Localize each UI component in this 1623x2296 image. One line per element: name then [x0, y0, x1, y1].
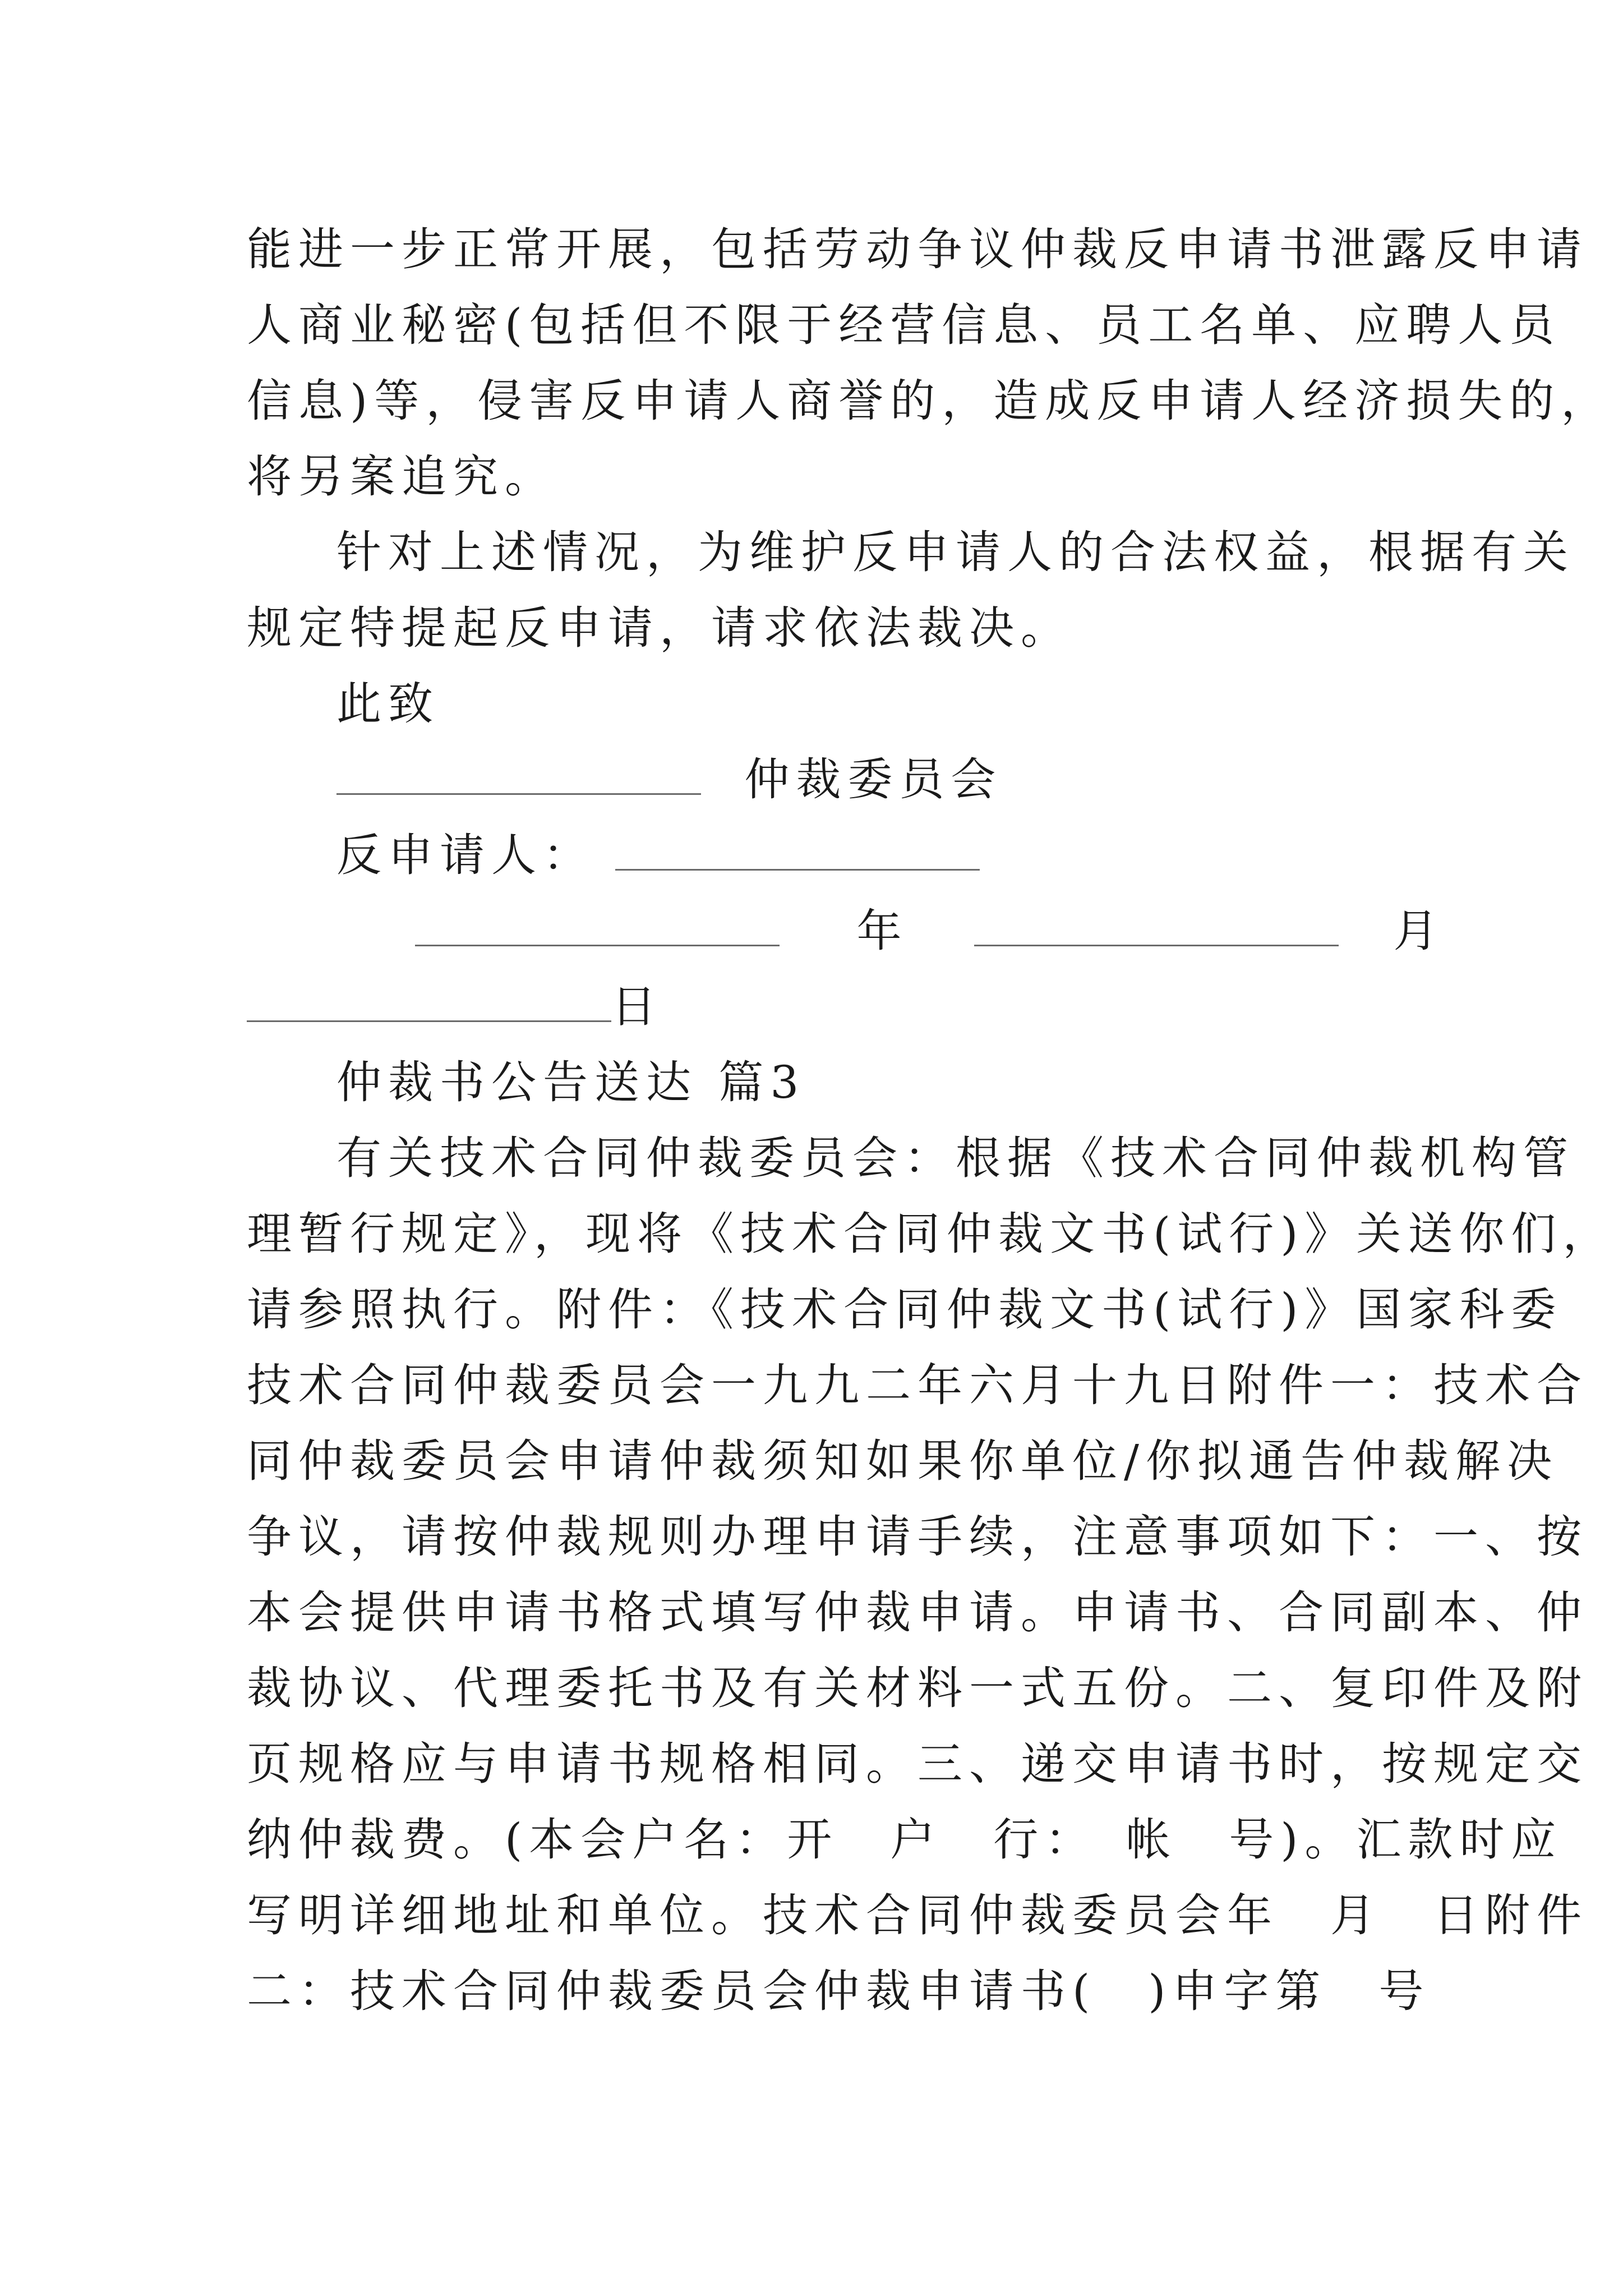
committee-line: [336, 752, 1002, 808]
date-line: [415, 903, 1445, 959]
para1-line-2: 人商业秘密(包括但不限于经营信息、员工名单、应聘人员: [247, 299, 1561, 351]
para3-line-3: 请参照执行。附件：《技术合同仲裁文书(试行)》国家科委: [247, 1283, 1563, 1336]
month-label: 月: [1393, 905, 1445, 957]
year-label: 年: [856, 905, 909, 957]
para3-line-10: 纳仲裁费。(本会户名：开 户 行： 帐 号)。汇款时应: [247, 1814, 1563, 1866]
salutation: 此致: [336, 678, 440, 730]
para3-line-12: 二：技术合同仲裁委员会仲裁申请书( )申字第 号: [247, 1965, 1431, 2017]
para3-line-4: 技术合同仲裁委员会一九九二年六月十九日附件一：技术合: [247, 1359, 1588, 1411]
para3-line-8: 裁协议、代理委托书及有关材料一式五份。二、复印件及附: [247, 1662, 1588, 1714]
committee-label: 仲裁委员会: [744, 753, 1003, 806]
section-heading: 仲裁书公告送达 篇3: [336, 1056, 806, 1108]
applicant-blank: [615, 830, 980, 871]
day-blank: [247, 981, 611, 1022]
para1-line-1: 能进一步正常开展，包括劳动争议仲裁反申请书泄露反申请: [247, 223, 1588, 275]
day-label: 日: [611, 981, 663, 1033]
para3-line-2: 理暂行规定》，现将《技术合同仲裁文书(试行)》关送你们，: [247, 1208, 1615, 1260]
para3-line-5: 同仲裁委员会申请仲裁须知如果你单位/你拟通告仲裁解决: [247, 1435, 1559, 1487]
para3-line-6: 争议，请按仲裁规则办理申请手续，注意事项如下：一、按: [247, 1511, 1588, 1563]
year-blank: [415, 905, 780, 946]
para2-line-1: 针对上述情况，为维护反申请人的合法权益，根据有关: [336, 526, 1575, 578]
para2-line-2: 规定特提起反申请，请求依法裁决。: [247, 602, 1072, 654]
applicant-line: [336, 827, 980, 884]
para1-line-3: 信息)等，侵害反申请人商誉的，造成反申请人经济损失的，: [247, 375, 1613, 427]
para3-line-11: 写明详细地址和单位。技术合同仲裁委员会年 月 日附件: [247, 1889, 1588, 1941]
para3-line-1: 有关技术合同仲裁委员会：根据《技术合同仲裁机构管: [336, 1132, 1575, 1184]
para3-line-9: 页规格应与申请书规格相同。三、递交申请书时，按规定交: [247, 1738, 1588, 1790]
committee-blank: [336, 754, 701, 795]
para3-line-7: 本会提供申请书格式填写仲裁申请。申请书、合同副本、仲: [247, 1586, 1588, 1639]
para1-line-4: 将另案追究。: [247, 450, 556, 503]
applicant-label: 反申请人：: [336, 829, 594, 881]
month-blank: [974, 905, 1339, 946]
day-line: [247, 979, 663, 1035]
